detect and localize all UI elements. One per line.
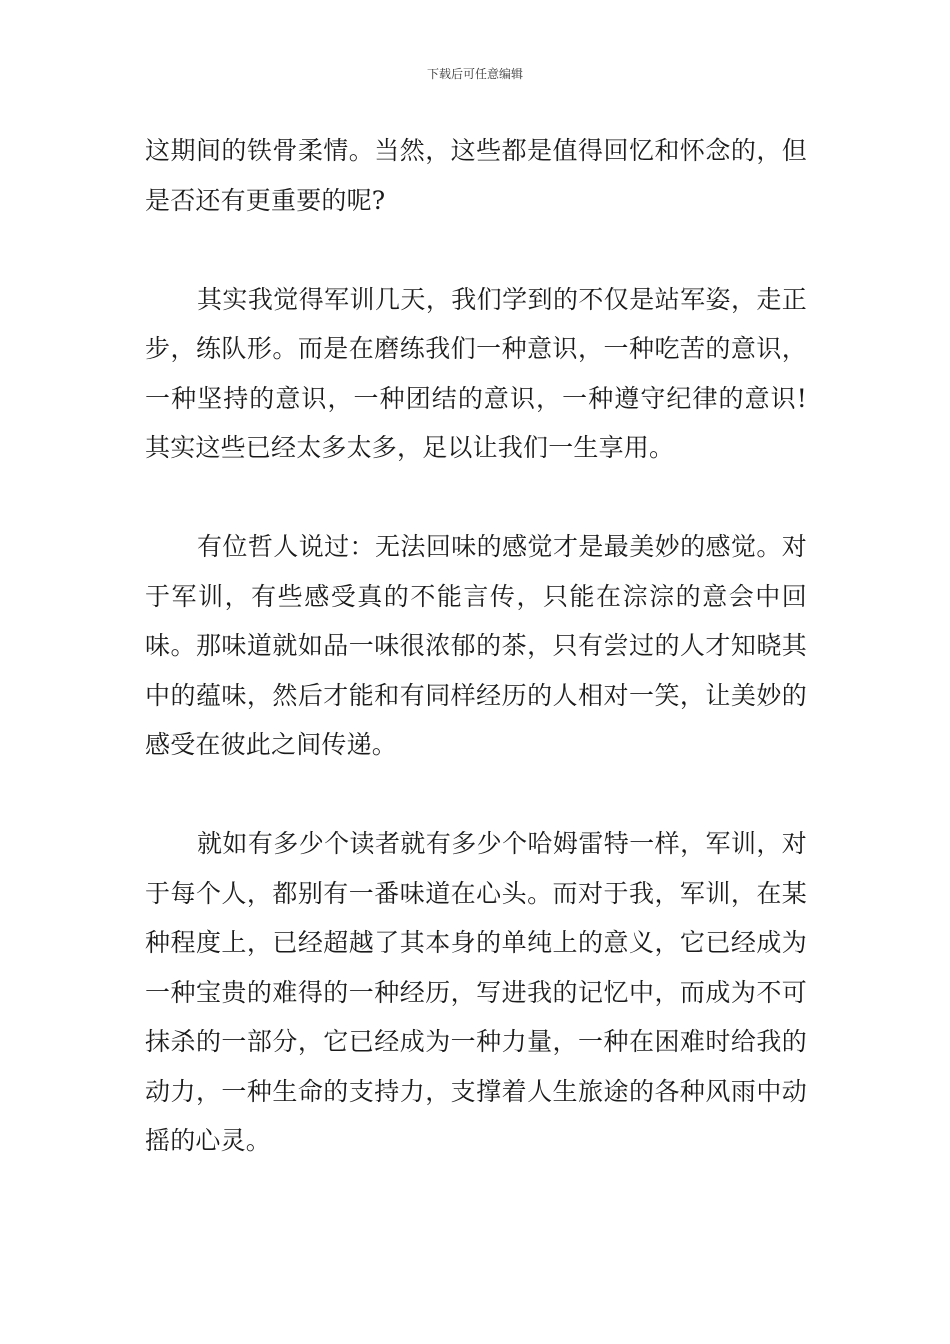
paragraph-1: 这期间的铁骨柔情。当然，这些都是值得回忆和怀念的，但是否还有更重要的呢? — [145, 136, 807, 215]
document-body — [145, 126, 807, 1166]
paragraph-3: 有位哲人说过：无法回味的感觉才是最美妙的感觉。对于军训，有些感受真的不能言传，只能在淙淙的意会中回味。那味道就如品一味很浓郁的茶，只有尝过的人才知晓其中的蕴味，然后才能和有同样经历的人相对一笑，让美妙的感受在彼此之间传递。 — [145, 532, 807, 759]
paragraph-gap — [145, 473, 807, 523]
paragraph-4: 就如有多少个读者就有多少个哈姆雷特一样，军训，对于每个人，都别有一番味道在心头。而对于我，军训，在某种程度上，已经超越了其本身的单纯上的意义，它已经成为一种宝贵的难得的一种经历，写进我的记忆中，而成为不可抹杀的一部分，它已经成为一种力量，一种在困难时给我的动力，一种生命的支持力，支撑着人生旅途的各种风雨中动摇的心灵。 — [145, 829, 807, 1155]
paragraph-2: 其实我觉得军训几天，我们学到的不仅是站军姿，走正步，练队形。而是在磨练我们一种意识，一种吃苦的意识，一种坚持的意识，一种团结的意识，一种遵守纪律的意识!其实这些已经太多太多，足以让我们一生享用。 — [145, 284, 807, 462]
paragraph-gap — [145, 225, 807, 275]
page-header-note: 下载后可任意编辑 — [426, 67, 523, 81]
paragraph-gap — [145, 770, 807, 820]
